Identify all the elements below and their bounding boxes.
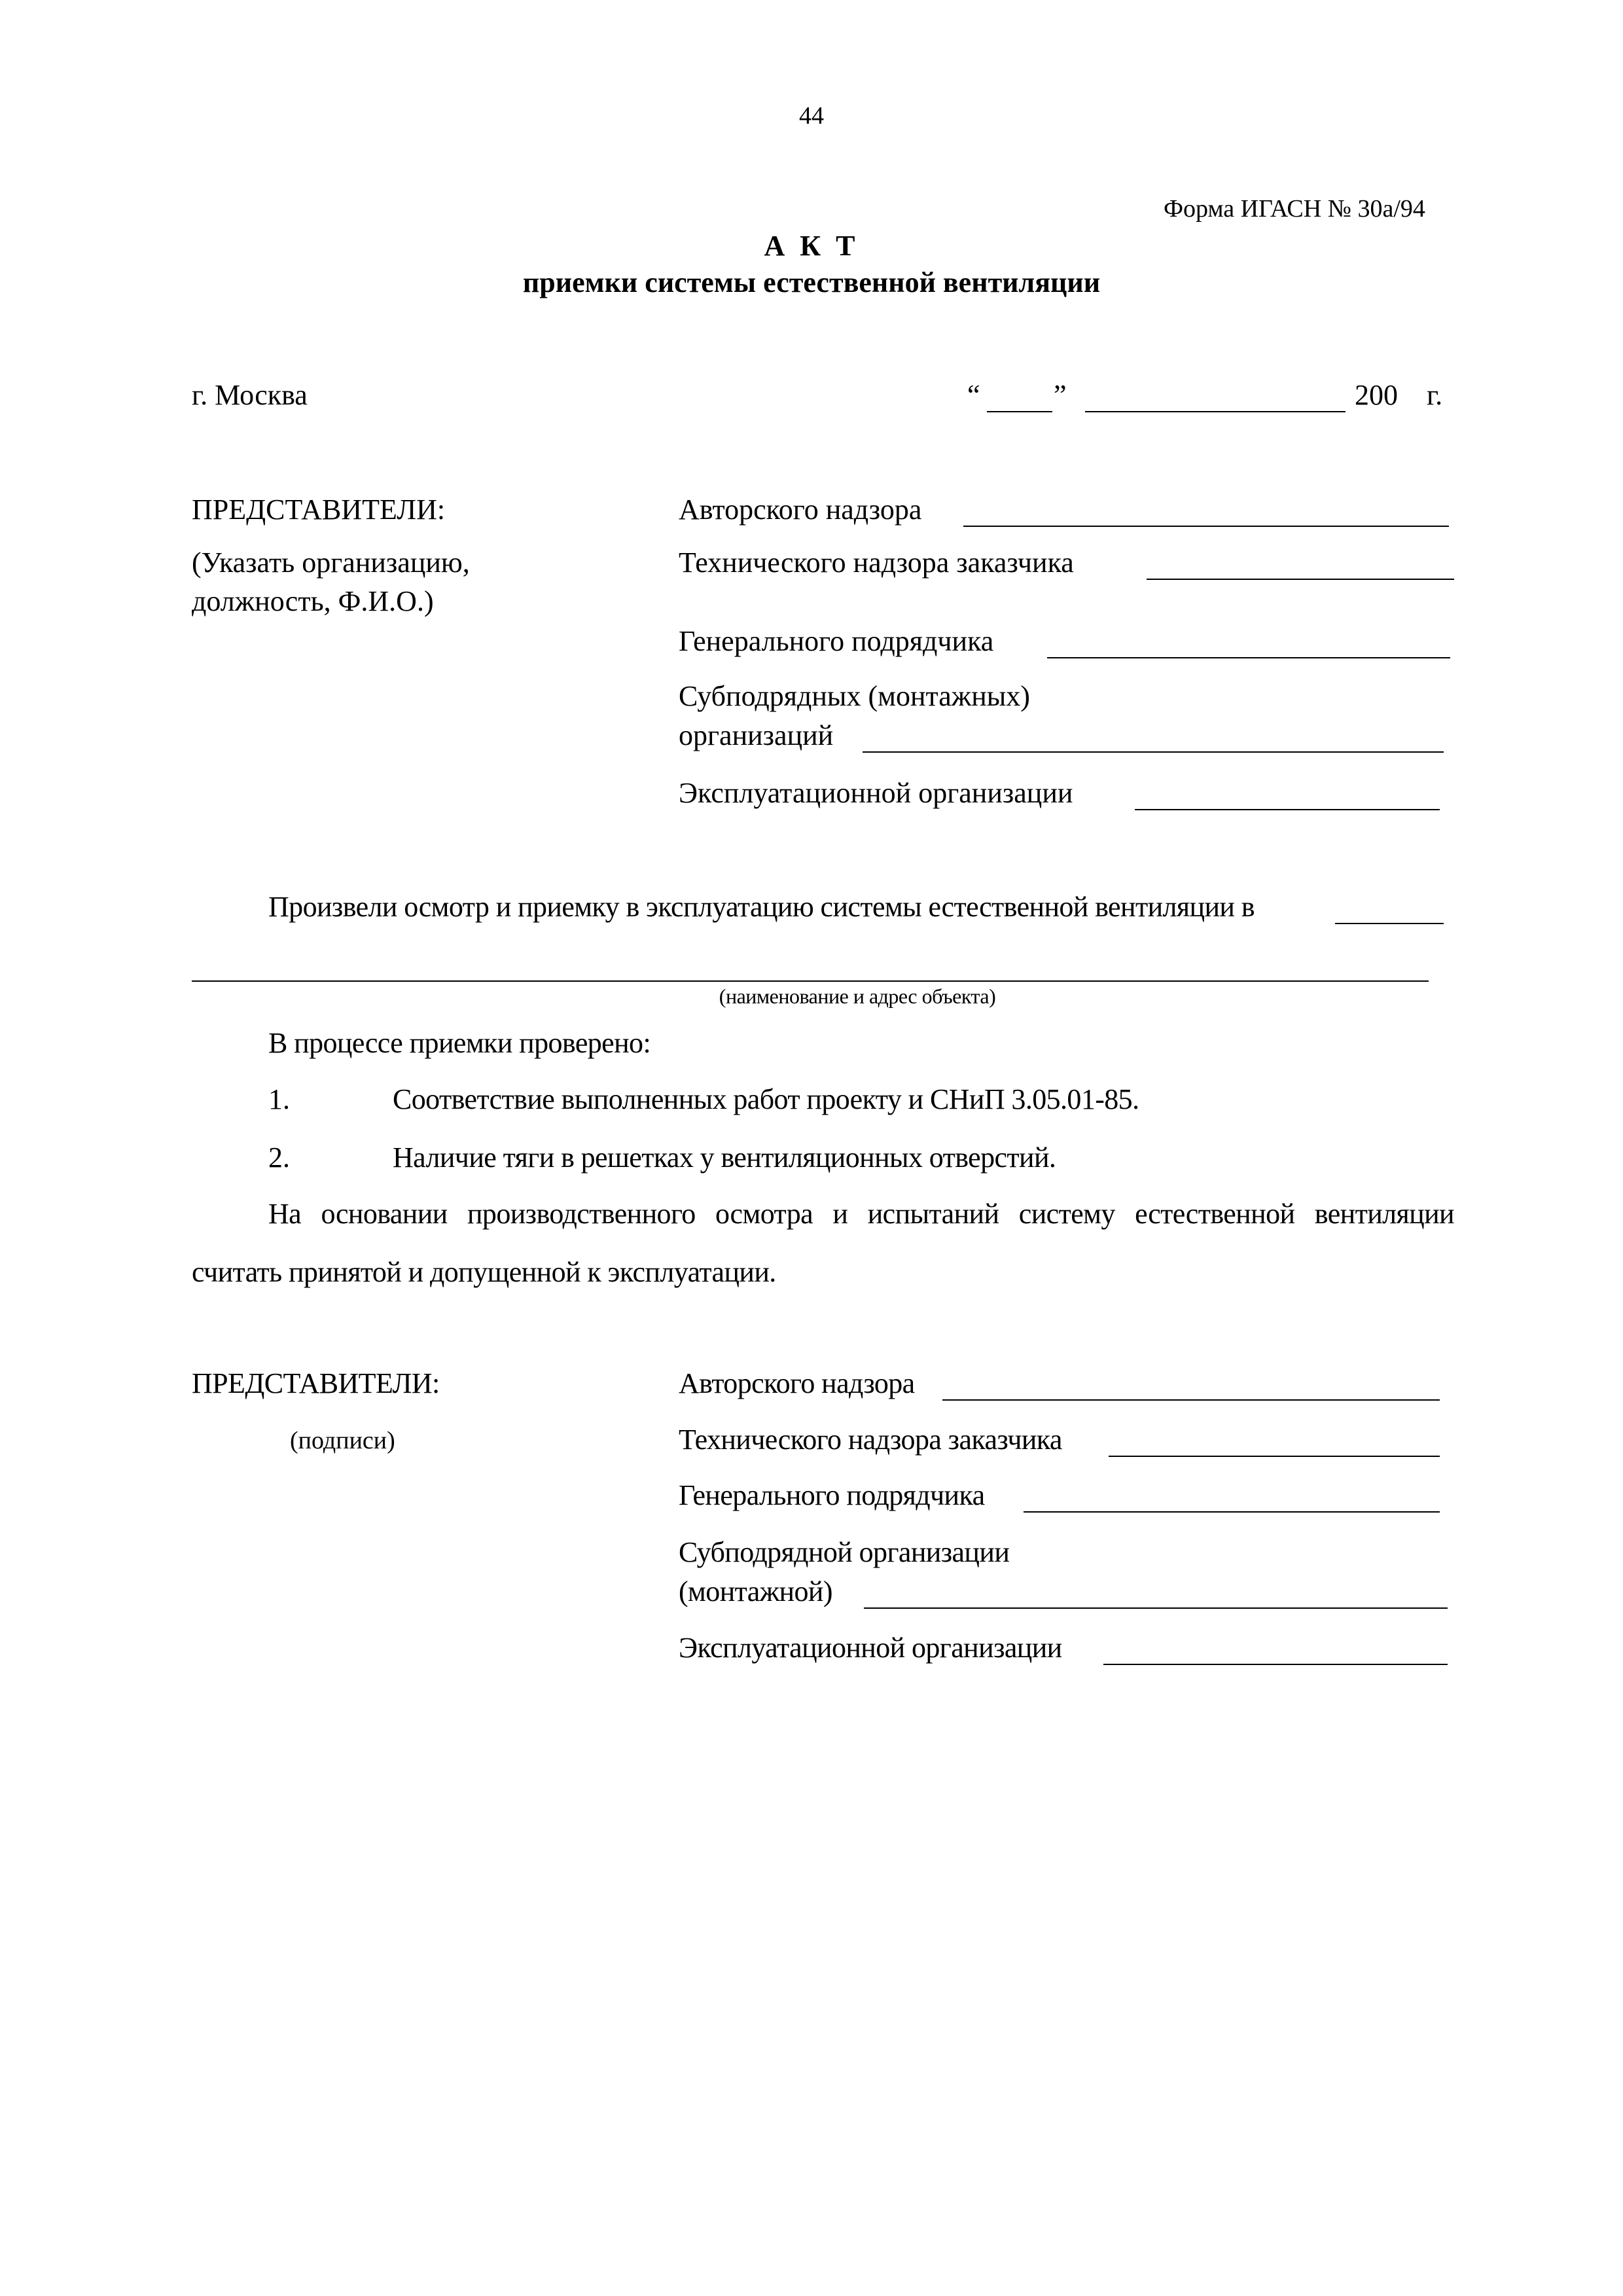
general-contractor-signature-blank[interactable] xyxy=(1024,1511,1440,1513)
form-code: Форма ИГАСН № 30а/94 xyxy=(1164,195,1425,223)
subcontractors-label-line1: Субподрядных (монтажных) xyxy=(679,680,1030,712)
subcontractor-signature-label-line2: (монтажной) xyxy=(679,1575,832,1607)
subcontractor-signature-label-line1: Субподрядной организации xyxy=(679,1536,1010,1568)
conclusion-line1: На основании производственного осмотра и испытаний систему естественной вентиляции xyxy=(268,1198,1454,1230)
subcontractors-blank[interactable] xyxy=(863,751,1444,753)
customer-tech-supervision-signature-label: Технического надзора заказчика xyxy=(679,1424,1062,1456)
operating-organization-label: Эксплуатационной организации xyxy=(679,777,1073,809)
representatives-hint-line1: (Указать организацию, xyxy=(192,547,470,579)
date-year: 200 xyxy=(1355,379,1398,411)
customer-tech-supervision-label: Технического надзора заказчика xyxy=(679,547,1074,579)
general-contractor-label: Генерального подрядчика xyxy=(679,625,994,657)
representatives-label: ПРЕДСТАВИТЕЛИ: xyxy=(192,493,446,526)
conclusion-line2: считать принятой и допущенной к эксплуатации. xyxy=(192,1256,776,1288)
city-label: г. Москва xyxy=(192,379,308,411)
signatures-label: ПРЕДСТАВИТЕЛИ: xyxy=(192,1367,440,1399)
signatures-hint: (подписи) xyxy=(290,1427,395,1454)
operating-organization-blank[interactable] xyxy=(1135,809,1440,810)
checked-intro: В процессе приемки проверено: xyxy=(268,1027,651,1059)
checked-item-number: 2. xyxy=(268,1141,290,1174)
representatives-hint-line2: должность, Ф.И.О.) xyxy=(192,585,434,617)
author-supervision-signature-blank[interactable] xyxy=(942,1399,1440,1401)
checked-item-text: Наличие тяги в решетках у вентиляционных отверстий. xyxy=(393,1141,1056,1174)
operating-organization-signature-label: Эксплуатационной организации xyxy=(679,1632,1062,1664)
date-day-blank[interactable] xyxy=(987,411,1052,412)
checked-item-number: 1. xyxy=(268,1083,290,1115)
date-close-quote: ” xyxy=(1054,379,1067,411)
general-contractor-signature-label: Генерального подрядчика xyxy=(679,1479,985,1511)
date-year-suffix: г. xyxy=(1427,379,1443,411)
general-contractor-blank[interactable] xyxy=(1047,657,1450,658)
object-name-blank-inline[interactable] xyxy=(1335,923,1444,924)
object-name-caption: (наименование и адрес объекта) xyxy=(719,984,996,1008)
author-supervision-blank[interactable] xyxy=(963,526,1449,527)
customer-tech-supervision-signature-blank[interactable] xyxy=(1109,1456,1440,1457)
document-title: А К Т xyxy=(764,230,859,262)
page-number: 44 xyxy=(799,102,824,130)
subcontractors-label-line2: организаций xyxy=(679,719,834,751)
customer-tech-supervision-blank[interactable] xyxy=(1147,579,1454,580)
inspection-intro: Произвели осмотр и приемку в эксплуатацию системы естественной вентиляции в xyxy=(268,891,1255,923)
document-subtitle: приемки системы естественной вентиляции xyxy=(522,266,1101,298)
author-supervision-label: Авторского надзора xyxy=(679,493,922,526)
subcontractor-signature-blank[interactable] xyxy=(864,1607,1448,1609)
date-month-blank[interactable] xyxy=(1085,411,1346,412)
operating-organization-signature-blank[interactable] xyxy=(1103,1664,1448,1665)
date-open-quote: “ xyxy=(967,379,980,411)
author-supervision-signature-label: Авторского надзора xyxy=(679,1367,915,1399)
checked-item-text: Соответствие выполненных работ проекту и СНиП 3.05.01-85. xyxy=(393,1083,1139,1115)
object-name-blank-full[interactable] xyxy=(192,980,1429,982)
